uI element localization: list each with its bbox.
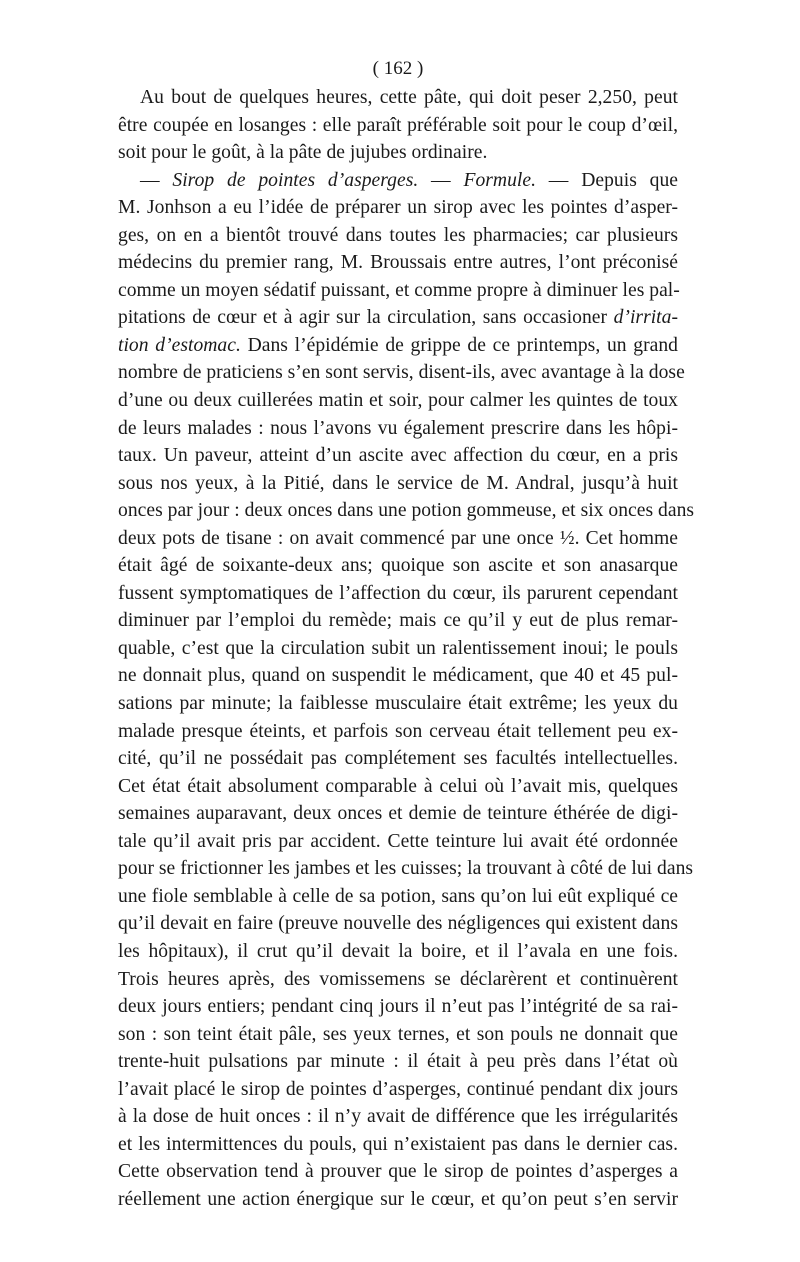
text-line [118,745,678,773]
text-line [118,1103,678,1131]
italic-run: Sirop de pointes d’asperges. [172,169,419,191]
text-line [118,387,678,415]
text-line [118,1186,678,1214]
text-line [118,415,678,443]
text-line [118,359,685,387]
text-line [118,883,678,911]
text-run: l’avait placé le sirop de pointes d’asperges, continué pendant dix jours [118,1078,678,1100]
italic-run: d’irrita- [613,307,678,329]
text-run: et les intermittences du pouls, qui n’existaient pas dans le dernier cas. [118,1133,678,1155]
text-run: était âgé de soixante-deux ans; quoique son ascite et son anasarque [118,555,678,577]
text-run: sous nos yeux, à la Pitié, dans le service de M. Andral, jusqu’à huit [118,472,678,494]
text-line [118,828,678,856]
text-line [118,1021,678,1049]
text-line [118,249,678,277]
text-run: malade presque éteints, et parfois son cerveau était tellement peu ex- [118,720,678,742]
text-line [118,1048,678,1076]
text-line [118,690,678,718]
text-run: médecins du premier rang, M. Broussais entre autres, l’ont préconisé [118,252,678,274]
text-run: deux jours entiers; pendant cinq jours il n’eut pas l’intégrité de sa rai- [118,996,678,1018]
text-run: — [418,169,464,191]
text-run: — [140,169,173,191]
text-run: être coupée en losanges : elle paraît préférable soit pour le coup d’œil, [118,114,678,136]
text-line [118,1076,678,1104]
text-line [118,332,678,360]
text-run: ges, on en a bientôt trouvé dans toutes les pharmacies; car plusieurs [118,224,678,246]
text-run: comme un moyen sédatif puissant, et comme propre à diminuer les pal- [118,279,680,301]
text-run: M. Jonhson a eu l’idée de préparer un sirop avec les pointes d’asper- [118,197,678,219]
italic-run: Formule. [463,169,537,191]
text-line [118,497,695,525]
text-run: réellement une action énergique sur le cœur, et qu’on peut s’en servir [118,1188,678,1210]
text-run: onces par jour : deux onces dans une potion gommeuse, et six onces dans [118,500,695,522]
text-run: qu’il devait en faire (preuve nouvelle des négligences qui existent dans [118,913,678,935]
text-line [118,662,678,690]
text-line [118,277,678,305]
text-run: son : son teint était pâle, ses yeux ternes, et son pouls ne donnait que [118,1023,678,1045]
text-line [118,552,678,580]
text-run: sations par minute; la faiblesse musculaire était extrême; les yeux du [118,693,678,715]
text-run: taux. Un paveur, atteint d’un ascite avec affection du cœur, en a pris [118,445,678,467]
text-run: d’une ou deux cuillerées matin et soir, pour calmer les quintes de toux [118,390,678,412]
text-line [118,966,678,994]
text-run: une fiole semblable à celle de sa potion, sans qu’on lui eût expliqué ce [118,885,678,907]
text-run: cité, qu’il ne possédait pas complétement ses facultés intellectuelles. [118,748,678,770]
text-line [118,718,678,746]
text-run: pitations de cœur et à agir sur la circulation, sans occasioner [118,307,614,329]
text-line [118,1131,678,1159]
text-line [118,222,678,250]
text-run: à la dose de huit onces : il n’y avait de différence que les irrégularités [118,1106,678,1128]
text-line [118,800,678,828]
text-run: pour se frictionner les jambes et les cuisses; la trouvant à côté de lui dans [118,858,694,880]
text-run: diminuer par l’emploi du remède; mais ce qu’il y eut de plus remar- [118,610,678,632]
text-run: quable, c’est que la circulation subit un ralentissement inoui; le pouls [118,637,678,659]
text-line [118,470,678,498]
text-line [118,635,678,663]
text-run: nombre de praticiens s’en sont servis, disent-ils, avec avantage à la dose [118,362,685,384]
italic-run: tion d’estomac. [118,334,241,356]
text-line [118,855,694,883]
text-run: Trois heures après, des vomissemens se déclarèrent et continuèrent [118,968,678,990]
text-run: fussent symptomatiques de l’affection du cœur, ils parurent cependant [118,582,678,604]
text-line [118,580,678,608]
text-run: ne donnait plus, quand on suspendit le médicament, que 40 et 45 pul- [118,665,678,687]
text-line [118,194,678,222]
text-run: Cet état était absolument comparable à celui où l’avait mis, quelques [118,775,678,797]
text-run: Cette observation tend à prouver que le sirop de pointes d’asperges a [118,1161,678,1183]
text-line [118,938,678,966]
text-line [118,442,678,470]
text-line [118,84,678,112]
text-run: les hôpitaux), il crut qu’il devait la boire, et il l’avala en une fois. [118,940,678,962]
text-run: soit pour le goût, à la pâte de jujubes ordinaire. [118,142,488,164]
text-run: tale qu’il avait pris par accident. Cette teinture lui avait été ordonnée [118,830,678,852]
text-run: trente-huit pulsations par minute : il était à peu près dans l’état où [118,1051,678,1073]
text-run: Dans l’épidémie de grippe de ce printemps, un grand [240,334,678,356]
text-run: de leurs malades : nous l’avons vu également prescrire dans les hôpi- [118,417,678,439]
text-line [118,993,678,1021]
text-line [118,304,678,332]
text-line [118,1158,678,1186]
text-line [118,525,678,553]
text-run: Au bout de quelques heures, cette pâte, qui doit peser 2,250, peut [140,87,678,108]
text-line [118,910,678,938]
text-line [118,607,678,635]
text-run: deux pots de tisane : on avait commencé par une once ½. Cet homme [118,527,678,549]
text-line [118,773,678,801]
book-page [118,58,695,1213]
text-line [118,112,678,140]
text-run: semaines auparavant, deux onces et demie de teinture éthérée de digi- [118,803,678,825]
text-line [118,167,678,195]
text-body [118,84,695,1213]
text-run: — Depuis que [536,169,678,191]
page-number: ( 162 ) [372,58,424,79]
text-line [118,139,678,167]
